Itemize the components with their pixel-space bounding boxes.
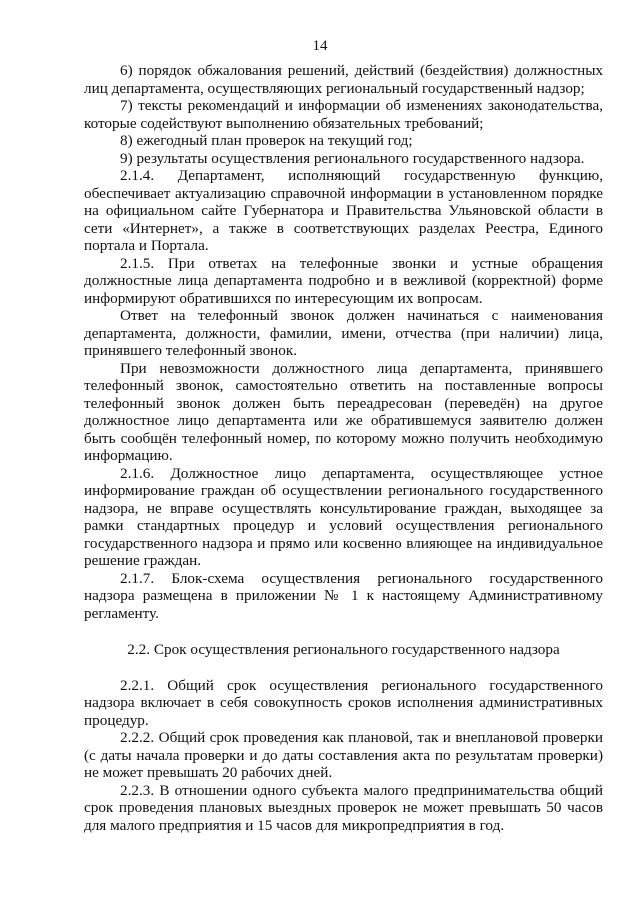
page-number: 14 (312, 38, 328, 54)
paragraph-phone-answer: Ответ на телефонный звонок должен начинаться с наименования департамента, должности, фамилии, имени, отчества (при наличии) лица, принявшего телефонный звонок. (84, 307, 603, 359)
paragraph-phone-redirect: При невозможности должностного лица департамента, принявшего телефонный звонок, самостоятельно ответить на поставленные вопросы телефонный звонок должен быть переадресован (переведён) на другое должностное лицо департамента или же обратившемуся заявителю должен быть сообщён телефонный номер, по которому можно получить необходимую информацию. (84, 359, 603, 464)
paragraph-2-2-2: 2.2.2. Общий срок проведения как плановой, так и внеплановой проверки (с даты начала проверки и до даты составления акта по результатам проверки) не может превышать 20 рабочих дней. (84, 729, 603, 781)
paragraph-2-1-5: 2.1.5. При ответах на телефонные звонки и устные обращения должностные лица департамента подробно и в вежливой (корректной) форме информируют обратившихся по интересующим их вопросам. (84, 254, 603, 307)
paragraph-2-1-6: 2.1.6. Должностное лицо департамента, осуществляющее устное информирование граждан об осуществлении регионального государственного надзора, не вправе осуществлять консультирование граждан, выходящее за рамки стандартных процедур и условий осуществления регионального государственного надзора и прямо или косвенно влияющее на индивидуальное решение граждан. (84, 464, 603, 569)
section-heading: 2.2. Срок осуществления регионального государственного надзора (127, 641, 560, 658)
paragraph-2-1-7: 2.1.7. Блок-схема осуществления регионального государственного надзора размещена в приложении № 1 к настоящему Административному регламенту. (84, 569, 603, 622)
paragraph-2-2-1: 2.2.1. Общий срок осуществления регионального государственного надзора включает в себя совокупность сроков исполнения административных процедур. (84, 676, 603, 729)
paragraph-2-1-4: 2.1.4. Департамент, исполняющий государственную функцию, обеспечивает актуализацию справочной информации в установленном порядке на официальном сайте Губернатора и Правительства Ульяновской области в сети «Интернет», а также в соответствующих разделах Реестра, Единого портала и Портала. (84, 167, 603, 254)
paragraph-2-2-3: 2.2.3. В отношении одного субъекта малого предпринимательства общий срок проведения плановых выездных проверок не может превышать 50 часов для малого предприятия и 15 часов для микропредприятия в год. (84, 781, 603, 834)
document-body (84, 62, 603, 834)
paragraph-item-7: 7) тексты рекомендаций и информации об изменениях законодательства, которые содействуют выполнению обязательных требований; (84, 97, 603, 132)
paragraph-item-9: 9) результаты осуществления регионального государственного надзора. (120, 149, 585, 167)
paragraph-item-6: 6) порядок обжалования решений, действий (бездействия) должностных лиц департамента, осуществляющих региональный государственный надзор; (84, 62, 603, 97)
paragraph-item-8: 8) ежегодный план проверок на текущий год; (120, 132, 413, 149)
